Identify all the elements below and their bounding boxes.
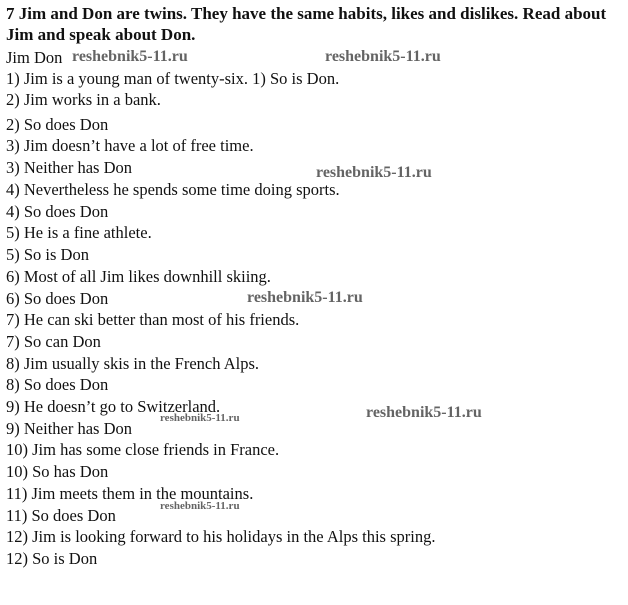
exercise-line: 9) He doesn’t go to Switzerland.	[6, 397, 221, 416]
exercise-line: 12) Jim is looking forward to his holidays in the Alps this spring.	[6, 527, 436, 546]
exercise-line: 2) Jim works in a bank.	[6, 90, 161, 109]
exercise-line: 5) So is Don	[6, 245, 89, 264]
exercise-line: 12) So is Don	[6, 549, 98, 568]
exercise-line: 2) So does Don	[6, 115, 109, 134]
watermark: reshebnik5-11.ru	[160, 500, 240, 512]
watermark: reshebnik5-11.ru	[247, 289, 363, 306]
watermark: reshebnik5-11.ru	[366, 404, 482, 421]
watermark: reshebnik5-11.ru	[325, 48, 441, 65]
exercise-line: 10) So has Don	[6, 462, 109, 481]
exercise-line: 7) So can Don	[6, 332, 101, 351]
exercise-line: 7) He can ski better than most of his friends.	[6, 310, 300, 329]
exercise-line: 6) So does Don	[6, 289, 109, 308]
exercise-line: 11) Jim meets them in the mountains.	[6, 484, 254, 503]
exercise-line: 4) So does Don	[6, 202, 109, 221]
exercise-line: 4) Nevertheless he spends some time doing sports.	[6, 180, 340, 199]
exercise-line: 8) So does Don	[6, 375, 109, 394]
exercise-line: 3) Jim doesn’t have a lot of free time.	[6, 136, 254, 155]
watermark: reshebnik5-11.ru	[316, 164, 432, 181]
exercise-title: 7 Jim and Don are twins. They have the same habits, likes and dislikes. Read about Jim and speak about Don.	[6, 4, 607, 44]
exercise-line: 9) Neither has Don	[6, 419, 133, 438]
exercise-line: 6) Most of all Jim likes downhill skiing.	[6, 267, 271, 286]
exercise-line: 3) Neither has Don	[6, 158, 133, 177]
exercise-line: 11) So does Don	[6, 506, 116, 525]
exercise-line: 10) Jim has some close friends in France.	[6, 440, 280, 459]
column-header: Jim Don	[6, 48, 63, 67]
watermark: reshebnik5-11.ru	[72, 48, 188, 65]
exercise-line: 1) Jim is a young man of twenty-six. 1) So is Don.	[6, 69, 340, 88]
exercise-line: 5) He is a fine athlete.	[6, 223, 152, 242]
watermark: reshebnik5-11.ru	[160, 412, 240, 424]
exercise-line: 8) Jim usually skis in the French Alps.	[6, 354, 259, 373]
